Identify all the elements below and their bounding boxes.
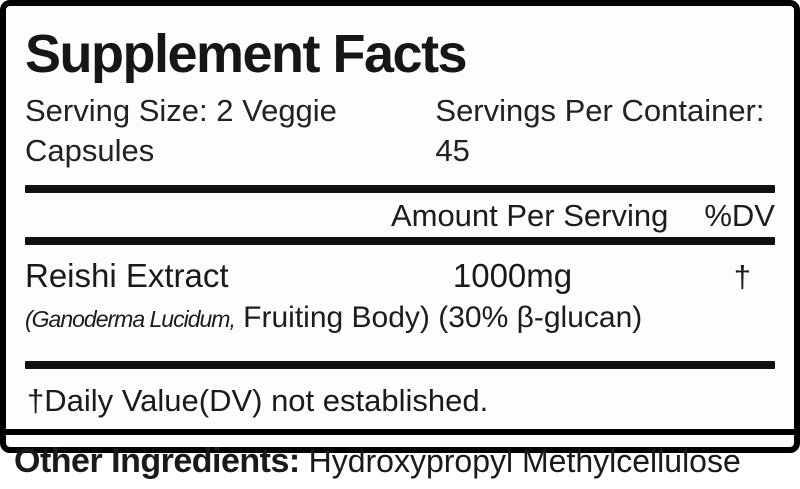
latin-name-text: (Ganoderma Lucidum, <box>25 305 235 332</box>
facts-panel <box>6 6 794 429</box>
other-ingredients-value: Hydroxypropyl Methylcellulose <box>299 442 741 479</box>
ingredient-amount: 1000mg <box>452 256 573 294</box>
daily-value-footnote: †Daily Value(DV) not established. <box>27 382 489 418</box>
supplement-facts-title: Supplement Facts <box>25 24 467 84</box>
thick-rule-top <box>25 185 775 193</box>
ingredient-detail-text: Fruiting Body) (30% β-glucan) <box>234 300 643 334</box>
percent-dv-header: %DV <box>704 197 775 233</box>
ingredient-detail-line <box>25 298 775 339</box>
thick-rule-header-bottom <box>25 237 775 245</box>
serving-size-text: Serving Size: 2 Veggie Capsules <box>25 92 337 168</box>
thick-rule-bottom <box>25 361 775 369</box>
other-ingredients-section <box>6 435 794 489</box>
column-header-row <box>25 193 775 237</box>
ingredient-name: Reishi Extract <box>25 256 229 294</box>
ingredient-dv-dagger: † <box>733 258 751 294</box>
serving-info-row <box>25 91 775 171</box>
ingredient-row <box>25 255 775 298</box>
servings-per-container-text: Servings Per Container: 45 <box>435 92 765 168</box>
other-ingredients-label: Other Ingredients: <box>14 441 300 480</box>
amount-per-serving-header: Amount Per Serving <box>390 197 669 233</box>
